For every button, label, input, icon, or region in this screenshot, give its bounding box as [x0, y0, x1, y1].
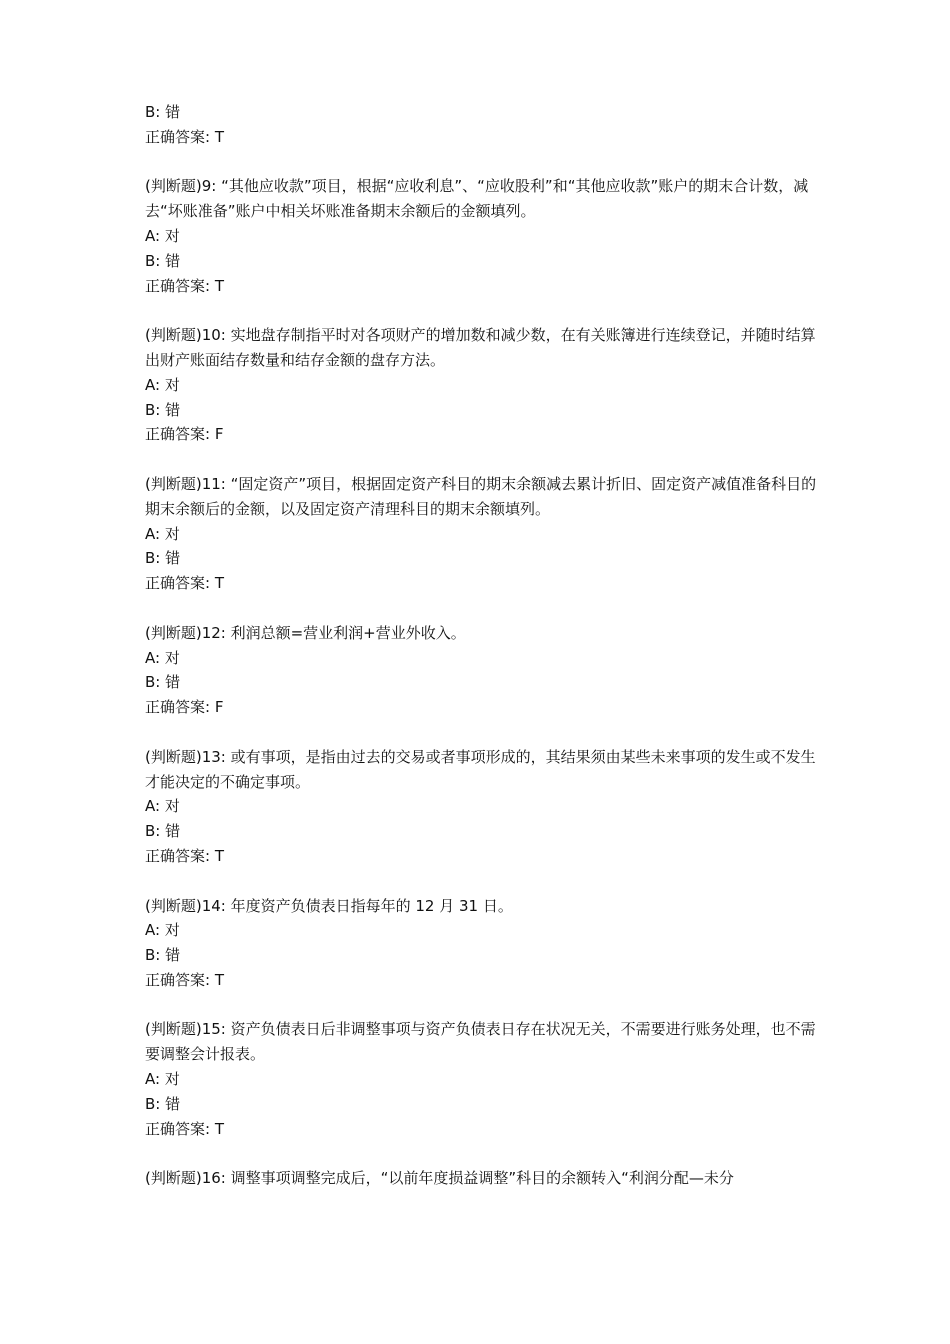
question-9: [145, 174, 825, 298]
question-16: [145, 1166, 825, 1191]
question-text: (判断题)12: 利润总额=营业利润+营业外收入。: [145, 623, 466, 642]
correct-answer: 正确答案: T: [145, 276, 224, 295]
question-text: (判断题)15: 资产负债表日后非调整事项与资产负债表日存在状况无关，不需要进行账务处理，也不需要调整会计报表。: [145, 1020, 816, 1064]
question-text: (判断题)9: “其他应收款”项目，根据“应收利息”、“应收股利”和“其他应收款”账户的期末合计数，减去“坏账准备”账户中相关坏账准备期末余额后的金额填列。: [145, 177, 809, 221]
correct-answer: 正确答案: T: [145, 127, 224, 146]
option-b: B: 错: [145, 1094, 181, 1113]
correct-answer: 正确答案: T: [145, 970, 224, 989]
question-15: [145, 1017, 825, 1141]
question-13: [145, 745, 825, 869]
correct-answer: 正确答案: T: [145, 1119, 224, 1138]
option-b: B: 错: [145, 946, 181, 965]
option-a: A: 对: [145, 648, 180, 667]
option-b: B: 错: [145, 673, 181, 692]
question-11: [145, 472, 825, 596]
question-text: (判断题)10: 实地盘存制指平时对各项财产的增加数和减少数，在有关账簿进行连续登记，并随时结算出财产账面结存数量和结存金额的盘存方法。: [145, 326, 816, 369]
question-text: (判断题)16: 调整事项调整完成后，“以前年度损益调整”科目的余额转入“利润分配—未分: [145, 1169, 734, 1188]
document-page: [145, 100, 825, 1191]
question-text: (判断题)14: 年度资产负债表日指每年的 12 月 31 日。: [145, 896, 513, 915]
option-b: B: 错: [145, 400, 181, 419]
correct-answer: 正确答案: F: [145, 425, 224, 444]
option-a: A: 对: [145, 226, 180, 245]
correct-answer: 正确答案: F: [145, 698, 224, 717]
option-a: A: 对: [145, 375, 180, 394]
option-a: A: 对: [145, 921, 180, 940]
correct-answer: 正确答案: T: [145, 574, 224, 593]
correct-answer: 正确答案: T: [145, 846, 224, 865]
option-a: A: 对: [145, 797, 180, 816]
question-text: (判断题)11: “固定资产”项目，根据固定资产科目的期末余额减去累计折旧、固定资产减值准备科目的期末余额后的金额，以及固定资产清理科目的期末余额填列。: [145, 474, 817, 518]
option-b: B: 错: [145, 251, 181, 270]
option-b: B: 错: [145, 549, 181, 568]
option-a: A: 对: [145, 524, 180, 543]
option-b: B: 错: [145, 103, 181, 121]
question-12: [145, 621, 825, 720]
option-b: B: 错: [145, 822, 181, 841]
option-a: A: 对: [145, 1070, 180, 1089]
question-text: (判断题)13: 或有事项，是指由过去的交易或者事项形成的，其结果须由某些未来事项的发生或不发生才能决定的不确定事项。: [145, 747, 816, 791]
question-14: [145, 894, 825, 993]
question-10: [145, 323, 825, 447]
lead-block: [145, 100, 825, 150]
